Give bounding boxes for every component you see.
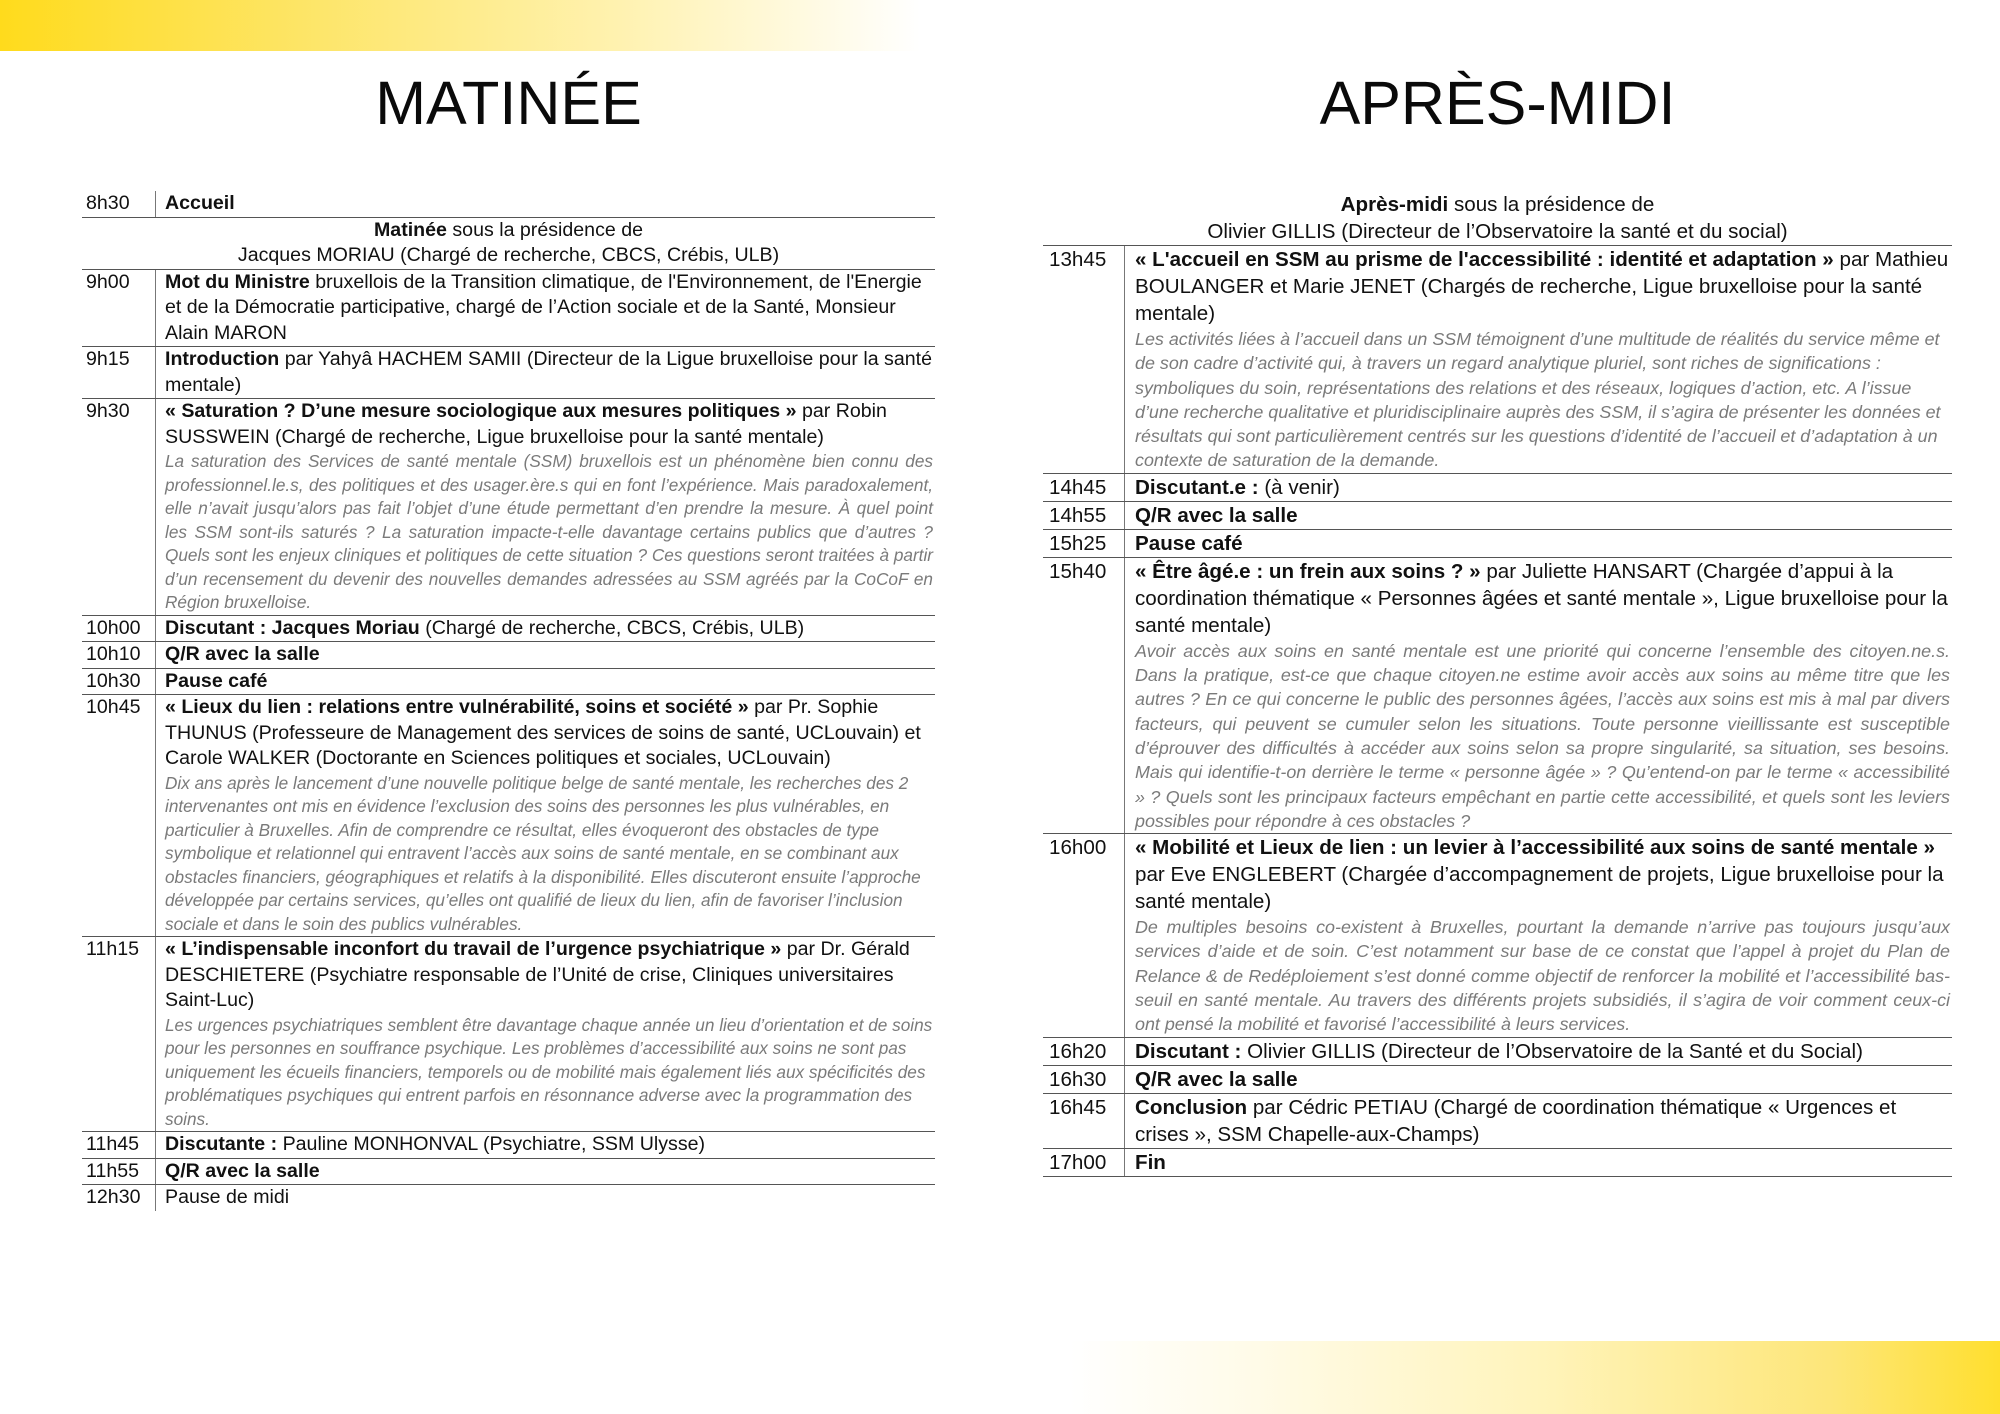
row-content	[1125, 474, 1952, 501]
row-time: 11h45	[82, 1132, 156, 1158]
row-title: « L'accueil en SSM au prisme de l'accessibilité : identité et adaptation »	[1135, 248, 1834, 271]
row-time: 12h30	[82, 1185, 156, 1211]
schedule-row	[82, 1131, 935, 1158]
row-title: Q/R avec la salle	[1135, 1067, 1298, 1091]
row-time: 10h10	[82, 642, 156, 668]
row-title: Discutant : Jacques Moriau	[165, 616, 420, 639]
row-text: Pause de midi	[165, 1186, 290, 1208]
row-title: Introduction	[165, 348, 280, 370]
afternoon-presidence	[1043, 191, 1952, 245]
row-title: Q/R avec la salle	[1135, 503, 1298, 527]
row-text: par Dr. Gérald DESCHIETERE (Psychiatre responsable de l’Unité de crise, Cliniques universitaires Saint-Luc)	[165, 938, 910, 1011]
row-text: Pauline MONHONVAL (Psychiatre, SSM Ulysse)	[277, 1133, 706, 1155]
schedule-row	[1043, 1148, 1952, 1177]
row-abstract: Dix ans après le lancement d’une nouvelle politique belge de santé mentale, les recherches des 2 intervenantes ont mis en évidence l’exclusion des soins des personnes les plus vulnérables, en particulier à Bruxelles. Afin de comprendre ce résultat, elles évoqueront des obstacles de type symbolique et relationnel qui entravent l’accès aux soins de santé mentale, en se combinant aux obstacles financiers, géographiques et relatifs à la disponibilité. Elles discuteront ensuite l’approche développée par certains services, qu’elles ont qualifié de lieux du lien, afin de favoriser l’inclusion sociale et dans le soin des publics vulnérables.	[165, 772, 921, 934]
row-content	[156, 1159, 935, 1185]
row-content	[156, 347, 935, 398]
schedule-row	[82, 1184, 935, 1211]
row-time: 16h45	[1043, 1094, 1125, 1148]
row-title: Discutant.e :	[1135, 475, 1259, 499]
afternoon-heading: APRÈS-MIDI	[1319, 69, 1676, 137]
schedule-row	[1043, 473, 1952, 501]
schedule-row	[82, 641, 935, 668]
schedule-row	[82, 191, 935, 217]
row-time: 14h45	[1043, 474, 1125, 501]
row-time: 11h55	[82, 1159, 156, 1185]
row-text: par Eve ENGLEBERT (Chargée d’accompagnement de projets, Ligue bruxelloise pour la santé mentale)	[1135, 863, 1944, 914]
row-abstract: Avoir accès aux soins en santé mentale est une priorité qui concerne l’ensemble des citoyen.ne.s. Dans la pratique, est-ce que chaque citoyen.ne estime avoir accès aux soins au même titre que les autres ? En ce qui concerne le public des personnes âgées, l’accès aux soins est mis à mal par divers facteurs, qui peuvent se cumuler selon les situations. Toute personne vieillissante est susceptible d’éprouver des difficultés à accéder aux soins selon sa propre singularité, sa situation, ses besoins. Mais qui identifie-t-on derrière le terme « personne âgée » ? Qu’entend-on par le terme « accessibilité » ? Quels sont les principaux facteurs empêchant en partie cette accessibilité, et quels sont les leviers possibles pour répondre à ces obstacles ?	[1135, 640, 1950, 831]
row-content	[156, 616, 935, 642]
row-content	[1125, 834, 1952, 1036]
row-content	[156, 270, 935, 347]
schedule-row	[1043, 1037, 1952, 1065]
schedule-row	[1043, 1065, 1952, 1093]
schedule-row	[82, 346, 935, 398]
row-time: 9h30	[82, 399, 156, 615]
row-time: 15h25	[1043, 530, 1125, 557]
schedule-row	[1043, 833, 1952, 1036]
row-title: Accueil	[165, 192, 235, 214]
morning-heading: MATINÉE	[375, 69, 642, 137]
afternoon-schedule	[1043, 191, 1952, 1177]
row-content	[156, 669, 935, 695]
row-time: 11h15	[82, 937, 156, 1131]
schedule-row	[82, 936, 935, 1131]
schedule-row	[82, 1158, 935, 1185]
row-time: 10h45	[82, 695, 156, 936]
row-time: 16h30	[1043, 1066, 1125, 1093]
row-content	[1125, 1094, 1952, 1148]
row-content	[156, 191, 935, 217]
row-title: Discutante :	[165, 1133, 278, 1155]
row-time: 13h45	[1043, 246, 1125, 473]
bottom-decorative-band	[1070, 1341, 2000, 1414]
row-title: Q/R avec la salle	[165, 1159, 320, 1182]
row-time: 9h15	[82, 347, 156, 398]
row-content	[1125, 1066, 1952, 1093]
row-text: par Pr. Sophie THUNUS (Professeure de Management des services de soins de santé, UCLouvain) et Carole WALKER (Doctorante en Sciences politiques et sociales, UCLouvain)	[165, 696, 921, 769]
row-time: 9h00	[82, 270, 156, 347]
schedule-row	[1043, 1093, 1952, 1148]
row-text: par Juliette HANSART (Chargée d’appui à la coordination thématique « Personnes âgées et santé mentale », Ligue bruxelloise pour la santé mentale)	[1135, 559, 1948, 637]
row-abstract: De multiples besoins co-existent à Bruxelles, pourtant la demande n’arrive pas toujours jusqu’aux services d’aide et de soin. C’est notamment sur base de ce constat que l’appel à projet du Plan de Relance & de Redéploiement s’est donné comme objectif de renforcer la mobilité et l’accessibilité bas-seuil en santé mentale. Au travers des différents projets subsidiés, il s’agira de voir comment ceux-ci ont pensé la mobilité et favorisé l’accessibilité à leurs services.	[1135, 917, 1950, 1035]
row-title: Discutant :	[1135, 1039, 1242, 1063]
top-decorative-band	[0, 0, 1000, 51]
row-text: par Cédric PETIAU (Chargé de coordination thématique « Urgences et crises », SSM Chapelle-aux-Champs)	[1135, 1095, 1897, 1146]
row-content	[156, 937, 935, 1131]
row-text: bruxellois de la Transition climatique, de l'Environnement, de l'Energie et de la Démocratie participative, chargé de l’Action sociale et de la Santé, Monsieur Alain MARON	[165, 270, 922, 344]
row-title: « Mobilité et Lieux de lien : un levier à l’accessibilité aux soins de santé mentale »	[1135, 836, 1936, 860]
row-abstract: Les activités liées à l’accueil dans un SSM témoignent d’une multitude de réalités du service même et de son cadre d’activité qui, à travers un regard analytique pluriel, sont riches de significations : symboliques du soin, représentations des relations et des réseaux, logiques d’action, etc. A l’issue d’une recherche qualitative et pluridisciplinaire auprès des SSM, il s’agira de présenter les données et résultats qui sont particulièrement centrés sur les questions d’identité de l’accueil et d’adaptation à un contexte de saturation de la demande.	[1135, 329, 1941, 471]
schedule-row	[1043, 501, 1952, 529]
row-text: par Yahyâ HACHEM SAMII (Directeur de la Ligue bruxelloise pour la santé mentale)	[165, 348, 932, 396]
row-title: Pause café	[165, 669, 268, 692]
row-content	[156, 399, 935, 615]
row-text: par Robin SUSSWEIN (Chargé de recherche, Ligue bruxelloise pour la santé mentale)	[165, 400, 887, 448]
row-text: par Mathieu BOULANGER et Marie JENET (Chargés de recherche, Ligue bruxelloise pour la santé mentale)	[1135, 248, 1949, 325]
row-content	[156, 1185, 935, 1211]
schedule-row	[82, 615, 935, 642]
row-time: 10h30	[82, 669, 156, 695]
row-title: Fin	[1135, 1150, 1166, 1174]
presidence-text: sous la présidence de	[446, 218, 643, 241]
row-title: Q/R avec la salle	[165, 643, 320, 665]
morning-presidence	[82, 217, 935, 269]
row-content	[1125, 1149, 1952, 1176]
schedule-row	[82, 668, 935, 695]
row-time: 14h55	[1043, 502, 1125, 529]
schedule-row	[1043, 557, 1952, 833]
row-time: 16h20	[1043, 1038, 1125, 1065]
schedule-row	[82, 694, 935, 936]
row-time: 17h00	[1043, 1149, 1125, 1176]
row-text: Olivier GILLIS (Directeur de l’Observatoire de la Santé et du Social)	[1241, 1039, 1863, 1063]
presidence-text: sous la présidence de	[1448, 193, 1655, 216]
row-text: (Chargé de recherche, CBCS, Crébis, ULB)	[419, 616, 805, 639]
row-title: « Lieux du lien : relations entre vulnérabilité, soins et société »	[165, 696, 749, 718]
row-content	[1125, 558, 1952, 833]
morning-schedule	[82, 191, 935, 1211]
row-content	[1125, 530, 1952, 557]
row-content	[156, 695, 935, 936]
presidence-label: Matinée	[373, 218, 447, 241]
row-text: (à venir)	[1258, 475, 1340, 499]
row-content	[156, 1132, 935, 1158]
presidence-label: Après-midi	[1340, 193, 1449, 216]
presidence-person: Olivier GILLIS (Directeur de l’Observatoire la santé et du social)	[1207, 220, 1788, 243]
row-title: « L’indispensable inconfort du travail de l’urgence psychiatrique »	[165, 938, 782, 960]
row-abstract: La saturation des Services de santé mentale (SSM) bruxellois est un phénomène bien connu des professionnel.le.s, des politiques et des usager.ère.s qui en font l’expérience. Mais paradoxalement, elle n’avait jusqu’alors pas fait l’objet d’une étude permettant d’en prendre la mesure. À quel point les SSM sont-ils saturés ? La saturation impacte-t-elle davantage certains publics que d’autres ? Quels sont les enjeux cliniques et politiques de cette situation ? Ces questions seront traitées à partir d’un recensement du devenir des nouvelles demandes adressées au SSM agréés par la CoCoF en Région bruxelloise.	[165, 451, 933, 612]
row-time: 8h30	[82, 191, 156, 217]
schedule-row	[82, 269, 935, 347]
schedule-row	[82, 398, 935, 615]
row-time: 10h00	[82, 616, 156, 642]
row-title: « Saturation ? D’une mesure sociologique aux mesures politiques »	[165, 400, 797, 422]
row-content	[1125, 502, 1952, 529]
row-content	[156, 642, 935, 668]
row-abstract: Les urgences psychiatriques semblent être davantage chaque année un lieu d’orientation et de soins pour les personnes en souffrance psychique. Les problèmes d’accessibilité aux soins ne sont pas uniquement les écueils financiers, temporels ou de mobilité mais également liés aux spécificités des problématiques psychiques qui entrent parfois en résonnance adverse avec la programmation des soins.	[165, 1014, 933, 1129]
row-content	[1125, 246, 1952, 473]
presidence-person: Jacques MORIAU (Chargé de recherche, CBCS, Crébis, ULB)	[237, 244, 780, 266]
row-title: Conclusion	[1135, 1095, 1248, 1119]
row-title: Pause café	[1135, 531, 1243, 555]
row-title: « Être âgé.e : un frein aux soins ? »	[1135, 559, 1481, 583]
schedule-row	[1043, 245, 1952, 473]
schedule-row	[1043, 529, 1952, 557]
row-title: Mot du Ministre	[165, 270, 310, 293]
row-time: 16h00	[1043, 834, 1125, 1036]
row-content	[1125, 1038, 1952, 1065]
row-time: 15h40	[1043, 558, 1125, 833]
